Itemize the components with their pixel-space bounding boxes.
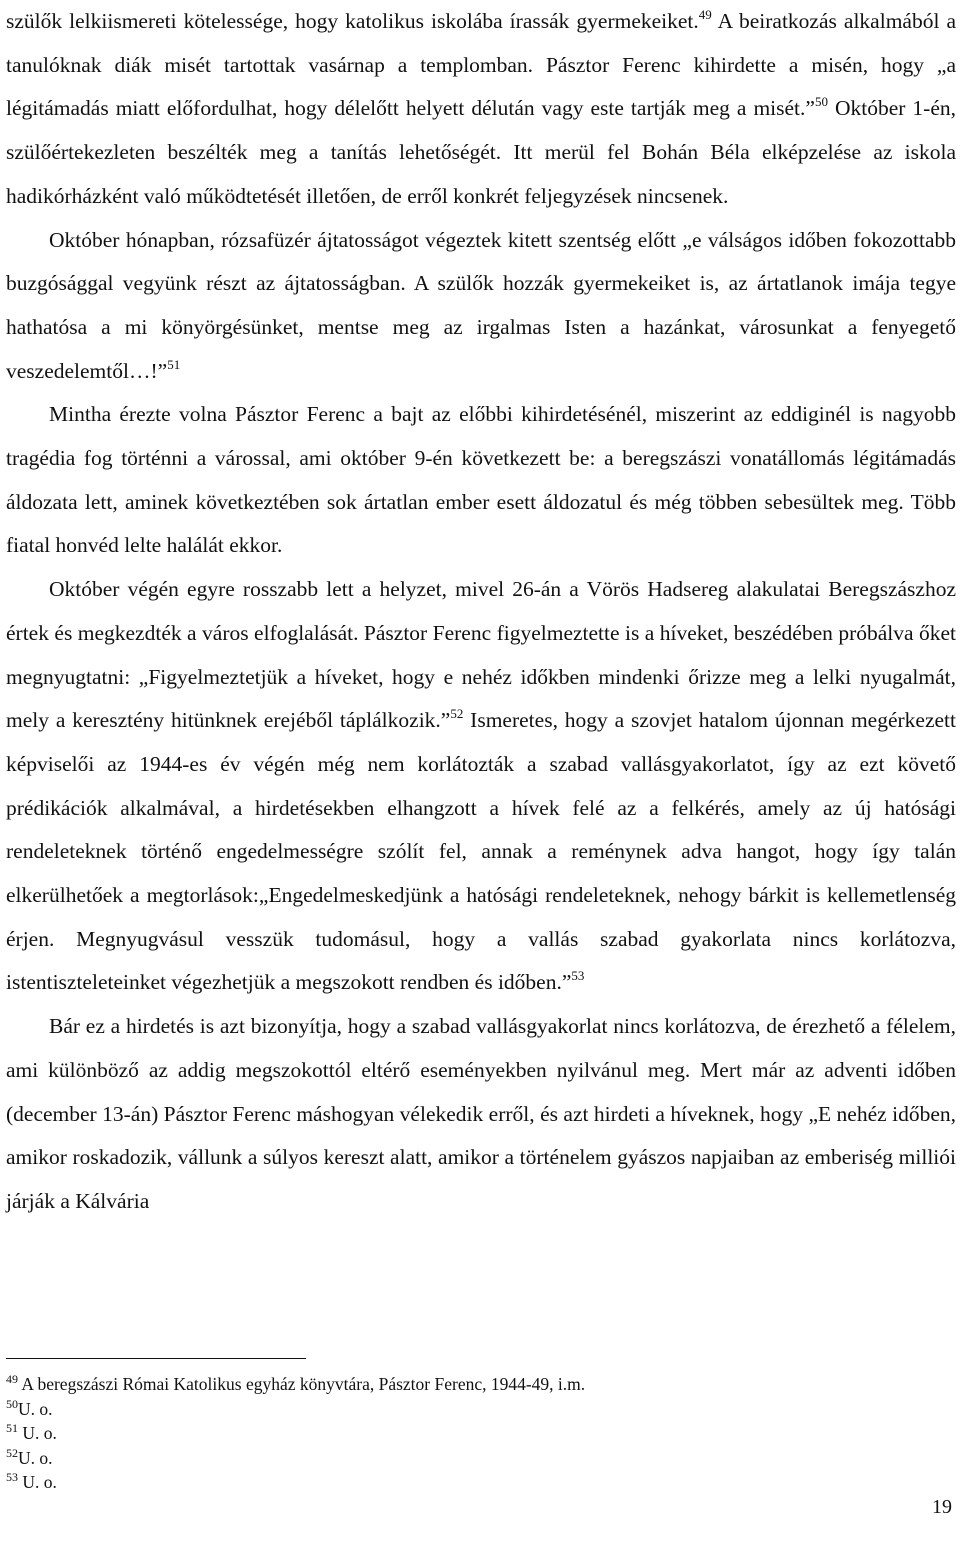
- footnote-item: [6, 1446, 946, 1471]
- paragraph: [6, 393, 956, 568]
- text-run: Október 1-én, szülőértekezleten beszélték meg a tanítás lehetőségét. Itt merül fel Bohán Béla elképzelése az iskola hadikórházként való működtetését illetően, de erről konkrét feljegyzések nincsenek.: [6, 96, 956, 208]
- footnote-text: U. o.: [18, 1447, 53, 1468]
- footnote-text: U. o.: [18, 1423, 57, 1443]
- footnote-ref: 51: [167, 356, 181, 372]
- footnote-number: 49: [6, 1372, 18, 1386]
- footnote-number: 52: [6, 1445, 18, 1460]
- footnote-text: U. o.: [18, 1472, 57, 1492]
- footnote-ref: 49: [698, 7, 712, 22]
- paragraph: [6, 0, 956, 219]
- text-run: Ismeretes, hogy a szovjet hatalom újonnan megérkezett képviselői az 1944-es év végén még nem korlátozták a szabad vallásgyakorlatot, így az ezt követő prédikációk alkalmával, a hirdetésekben elhangzott a hívek felé az a felkérés, amely az új hatósági rendeleteknek történő engedelmességre szólít fel, annak a reménynek adva hangot, hogy így talán elkerülhetőek a megtorlások:„Engedelmeskedjünk a hatósági rendeleteknek, nehogy bárkit is kellemetlenség érjen. Megnyugvásul vesszük tudomásul, hogy a vallás szabad gyakorlata nincs korlátozva, istentiszteleteinket végezhetjük a megszokott rendben és időben.”: [6, 708, 957, 995]
- text-run: szülők lelkiismereti kötelessége, hogy katolikus iskolába írassák gyermekeiket.: [6, 9, 699, 33]
- footnote-ref: 52: [450, 706, 464, 722]
- footnote-item: [6, 1397, 946, 1422]
- footnote-text: A beregszászi Római Katolikus egyház könyvtára, Pásztor Ferenc, 1944-49, i.m.: [18, 1374, 586, 1394]
- footnote-item: [6, 1421, 946, 1446]
- page-number: 19: [932, 1496, 952, 1518]
- footnote-ref: 50: [814, 94, 828, 110]
- footnote-number: 51: [6, 1421, 18, 1435]
- footnote-number: 53: [6, 1470, 18, 1484]
- footnote-number: 50: [6, 1396, 18, 1411]
- paragraph: [6, 1005, 956, 1224]
- footnote-item: [6, 1372, 946, 1397]
- text-run: Mintha érezte volna Pásztor Ferenc a bajt az előbbi kihirdetésénél, miszerint az eddiginél is nagyobb tragédia fog történni a várossal, ami október 9-én következett be: a beregszászi vonatállomás légitámadás áldozata lett, aminek következtében sok ártatlan ember esett áldozatul és még többen sebesültek meg. Több fiatal honvéd lelte halálát ekkor.: [6, 402, 956, 558]
- footnote-separator: [6, 1358, 306, 1359]
- paragraph: [6, 568, 956, 1005]
- main-body-text: [6, 0, 956, 1224]
- document-page: [6, 0, 956, 1545]
- footnote-ref: 53: [571, 968, 585, 984]
- text-run: Bár ez a hirdetés is azt bizonyítja, hogy a szabad vallásgyakorlat nincs korlátozva, de érezhető a félelem, ami különböző az addig megszokottól eltérő eseményekben nyilvánul meg. Mert már az adventi időben (december 13-án) Pásztor Ferenc máshogyan vélekedik erről, és azt hirdeti a híveknek, hogy „E nehéz időben, amikor roskadozik, vállunk a súlyos kereszt alatt, amikor a történelem gyászos napjaiban az emberiség milliói járják a Kálvária: [6, 1014, 956, 1213]
- text-run: Október hónapban, rózsafüzér ájtatosságot végeztek kitett szentség előtt „e válságos időben fokozottabb buzgósággal vegyünk részt az ájtatosságban. A szülők hozzák gyermekeiket is, az ártatlanok imája tegye hathatósa a mi könyörgésünket, mentse meg az irgalmas Isten a hazánkat, városunkat a fenyegető veszedelemtől…!”: [6, 227, 956, 383]
- footnote-text: U. o.: [18, 1398, 53, 1419]
- text-run: A beiratkozás alkalmából a tanulóknak diák misét tartottak vasárnap a templomban. Pásztor Ferenc kihirdette a misén, hogy „a légitámadás miatt előfordulhat, hogy délelőtt helyett délután vagy este tartják meg a misét.”: [6, 9, 956, 121]
- footnotes: [6, 1372, 946, 1495]
- paragraph: [6, 219, 956, 394]
- footnote-item: [6, 1470, 946, 1495]
- text-run: Október végén egyre rosszabb lett a helyzet, mivel 26-án a Vörös Hadsereg alakulatai Beregszászhoz értek és megkezdték a város elfoglalását. Pásztor Ferenc figyelmeztette is a híveket, beszédében próbálva őket megnyugtatni: „Figyelmeztetjük a híveket, hogy e nehéz időkben mindenki őrizze meg a lelki nyugalmát, mely a keresztény hitünknek erejéből táplálkozik.”: [6, 577, 956, 733]
